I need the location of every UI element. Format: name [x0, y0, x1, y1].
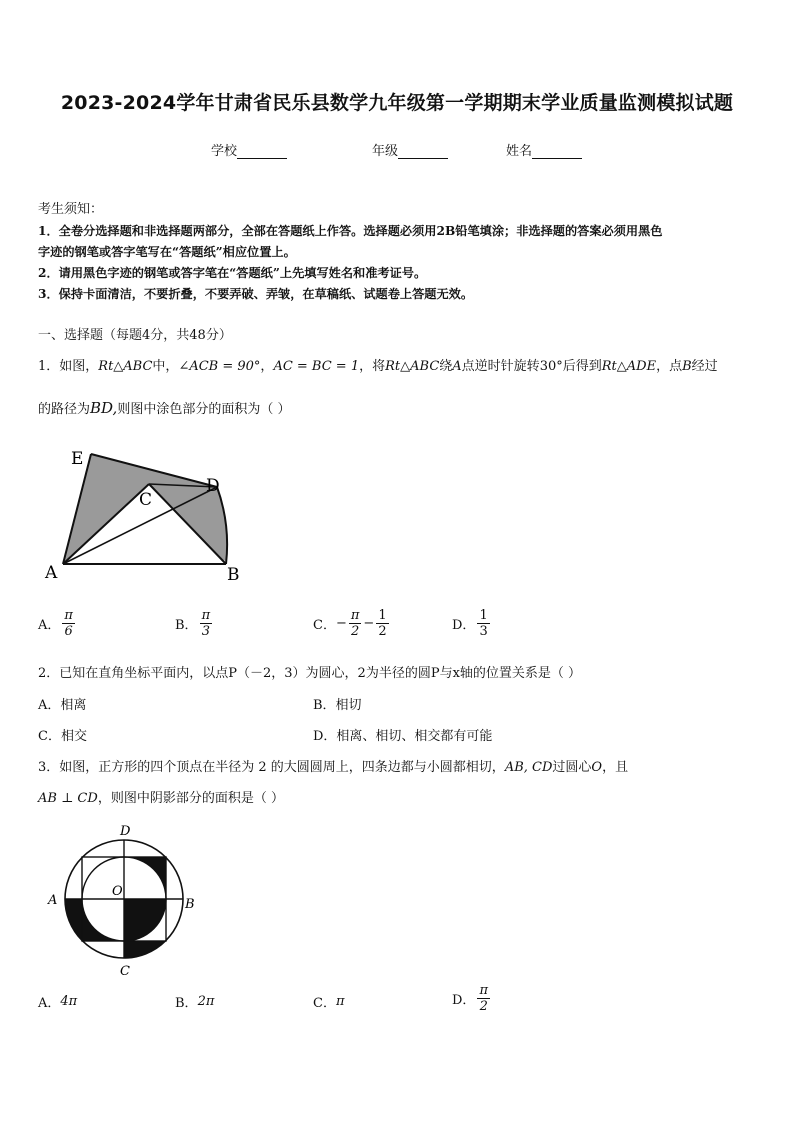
denominator: 6: [64, 624, 73, 639]
minus-sign: −: [363, 616, 375, 631]
q1-label-d: D: [206, 476, 220, 496]
q3-option-d[interactable]: [452, 983, 492, 1014]
q1-figure: [40, 440, 250, 590]
q3-center: O: [591, 760, 603, 775]
option-letter: B．: [175, 618, 198, 633]
minus-sign: −: [335, 616, 347, 631]
q1-text: 后得到: [562, 359, 602, 374]
school-label: 学校: [211, 144, 238, 159]
q1-rt-abc: Rt△ABC: [385, 359, 440, 374]
section-heading: 一、选择题（每题4分，共48分）: [38, 328, 232, 343]
school-blank: [237, 144, 287, 159]
q3-stem-line2: [38, 789, 284, 809]
numerator: 1: [378, 608, 387, 623]
q1-text: 的路径为: [38, 402, 91, 417]
notice-item-1-cont: 字迹的钢笔或答字笔写在“答题纸”相应位置上。: [38, 245, 296, 259]
q1-angle: ∠ACB = 90°: [178, 359, 261, 374]
option-value: 2π: [197, 994, 215, 1009]
fraction: [62, 608, 75, 639]
option-letter: A．: [38, 618, 61, 633]
grade-field: [372, 140, 448, 159]
option-value: π: [335, 994, 345, 1009]
numerator: 1: [479, 608, 488, 623]
q2-option-d[interactable]: D．相离、相切、相交都有可能: [313, 729, 493, 744]
fraction: [349, 608, 362, 639]
page-title: 2023-2024学年甘肃省民乐县数学九年级第一学期期末学业质量监测模拟试题: [60, 92, 734, 114]
q1-text: ，点: [656, 359, 683, 374]
option-letter: D．: [452, 618, 476, 633]
grade-blank: [398, 144, 448, 159]
q1-degree: 30°: [539, 359, 563, 374]
denominator: 3: [479, 624, 488, 639]
notice-item-3: 3．保持卡面清洁，不要折叠，不要弄破、弄皱，在草稿纸、试题卷上答题无效。: [38, 287, 474, 301]
option-value: 4π: [60, 994, 78, 1009]
name-label: 姓名: [506, 144, 533, 159]
q3-label-a: A: [48, 893, 58, 908]
numerator: π: [479, 983, 488, 998]
fraction: [376, 608, 388, 639]
denominator: 3: [201, 624, 210, 639]
q1-text: ，将: [359, 359, 386, 374]
q1-point: B: [682, 359, 692, 374]
q3-text: 3．如图，正方形的四个顶点在半径为 2 的大圆圆周上，四条边都与小圆都相切，: [38, 760, 505, 775]
q3-label-b: B: [185, 897, 195, 912]
q1-stem-line1: [38, 357, 718, 377]
option-letter: A．: [38, 996, 61, 1011]
q1-label-a: A: [45, 563, 58, 583]
q3-stem-line1: [38, 758, 628, 778]
q1-equation: AC = BC = 1: [273, 359, 360, 374]
q2-stem: 2．已知在直角坐标平面内，以点P（－2，3）为圆心，2为半径的圆P与x轴的位置关系是（ ）: [38, 666, 582, 681]
option-letter: C．: [313, 996, 336, 1011]
q3-option-c[interactable]: [313, 992, 345, 1011]
option-letter: C．: [313, 618, 336, 633]
q1-rt-abc: Rt△ABC: [98, 359, 153, 374]
numerator: π: [201, 608, 211, 623]
notice-item-2: 2．请用黑色字迹的钢笔或答字笔在“答题纸”上先填写姓名和准考证号。: [38, 266, 427, 280]
q1-rt-ade: Rt△ADE: [601, 359, 657, 374]
fraction: [477, 608, 489, 639]
option-letter: D．: [452, 993, 476, 1008]
q2-option-a[interactable]: A．相离: [38, 698, 87, 713]
q3-label-c: C: [120, 964, 130, 979]
q3-figure: [44, 822, 204, 982]
q1-text: 1．如图，: [38, 359, 99, 374]
q1-option-b[interactable]: [175, 608, 214, 639]
q2-option-b[interactable]: B．相切: [313, 698, 362, 713]
q3-shade-outer-bottom: [124, 941, 166, 958]
q3-perpendicular: AB ⊥ CD: [38, 791, 98, 806]
q1-option-d[interactable]: [452, 608, 492, 639]
notice-heading: 考生须知：: [38, 202, 104, 217]
q1-arc-bd: BD,: [90, 399, 118, 417]
q3-shade-outer-left: [65, 899, 82, 941]
q3-text: 过圆心: [552, 760, 592, 775]
notice-item-1: 1．全卷分选择题和非选择题两部分，全部在答题纸上作答。选择题必须用2B铅笔填涂；非选择题的答案必须用黑色: [38, 224, 663, 238]
q1-text: ，: [260, 359, 274, 374]
q1-text: 中，: [152, 359, 179, 374]
q2-option-c[interactable]: C．相交: [38, 729, 87, 744]
q1-label-c: C: [139, 490, 153, 510]
numerator: π: [64, 608, 73, 623]
q3-label-o: O: [112, 884, 123, 899]
option-letter: B．: [175, 996, 198, 1011]
school-field: [211, 140, 287, 159]
q1-stem-line2: [38, 398, 290, 420]
q3-text: ，则图中阴影部分的面积是（ ）: [97, 791, 284, 806]
q1-option-c[interactable]: [313, 608, 391, 639]
fraction: [200, 608, 213, 639]
q3-option-a[interactable]: [38, 992, 77, 1011]
name-field: [506, 140, 582, 159]
q3-label-d: D: [120, 824, 131, 839]
q1-label-b: B: [227, 565, 240, 585]
grade-label: 年级: [372, 144, 399, 159]
q1-text: 经过: [691, 359, 718, 374]
denominator: 2: [378, 624, 387, 639]
q3-option-b[interactable]: [175, 992, 214, 1011]
q1-point: A: [452, 359, 462, 374]
q1-text: 则图中涂色部分的面积为（ ）: [117, 402, 291, 417]
q1-option-a[interactable]: [38, 608, 77, 639]
q1-label-e: E: [71, 449, 84, 469]
q1-text: 点逆时针旋转: [461, 359, 540, 374]
fraction: [477, 983, 490, 1014]
numerator: π: [350, 608, 360, 623]
q3-text: ，且: [602, 760, 629, 775]
denominator: 2: [350, 624, 360, 639]
q1-text: 绕: [439, 359, 453, 374]
name-blank: [532, 144, 582, 159]
denominator: 2: [479, 999, 488, 1014]
q3-segments: AB, CD: [504, 760, 553, 775]
